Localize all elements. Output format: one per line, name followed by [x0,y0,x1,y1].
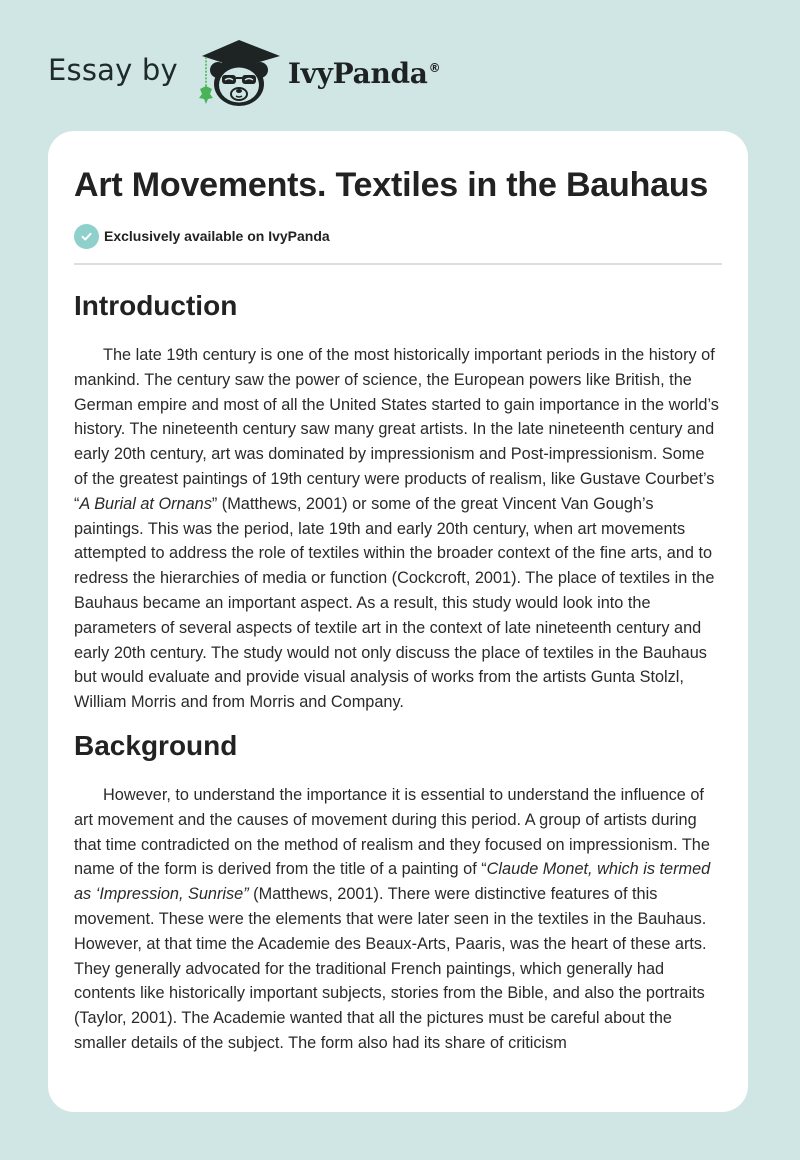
title-divider [74,263,722,265]
italic-title: A Burial at Ornans [79,494,212,513]
paragraph-text: The late 19th century is one of the most historically important periods in the history of mankind. The century saw the power of science, the European powers like British, the German empire and most of all the United States started to gain importance in the world’s history. The nineteenth century saw many great artists. In the late nineteenth century and early 20th century, art was dominated by impressionism and Post-impressionism. Some of the greatest paintings of 19th century were products of realism, like Gustave Courbet’s “ [74,346,719,513]
paragraph-text: (Matthews, 2001). There were distinctive features of this movement. These were the elements that were later seen in the textiles in the Bauhaus. However, at that time the Academie des Beaux-Arts, Paaris, was the heart of these arts. They generally advocated for the traditional French paintings, which generally had contents like historically important subjects, stories from the Bible, and also the portraits (Taylor, 2001). The Academie wanted that all the pictures must be careful about the smaller details of the subject. The form also had its share of criticism [74,885,707,1052]
paragraph [74,783,722,1056]
essay-title: Art Movements. Textiles in the Bauhaus [74,166,709,204]
section-heading: Introduction [74,290,238,321]
panda-graduate-logo-icon [196,36,282,108]
brand-name-text: IvyPanda [287,56,428,90]
brand-name [288,57,440,90]
paragraph [74,343,722,715]
paragraph-text: However, to understand the importance it is essential to understand the influence of art movement and the causes of movement during this period. A group of artists during that time contradicted on the method of realism and they focused on impressionism. The name of the form is derived from the title of a painting of “ [74,785,710,879]
check-circle-icon [74,224,99,249]
essay-card [48,131,748,1112]
section-introduction [74,289,722,715]
section-heading: Background [74,729,238,761]
paragraph-text: ” (Matthews, 2001) or some of the great Vincent Van Gough’s paintings. This was the period, late 19th and early 20th century, when art movements attempted to address the role of textiles within the broader context of the fine arts, and to redress the hierarchies of media or function (Cockcroft, 2001). The place of textiles in the Bauhaus became an important aspect. As a result, this study would look into the parameters of several aspects of textile art in the context of late nineteenth century and early 20th century. The study would not only discuss the place of textiles in the Bauhaus but would evaluate and provide visual analysis of works from the artists Gunta Stolzl, William Morris and from Morris and Company. [74,494,715,712]
site-header-brand[interactable] [48,36,440,108]
badge-text: Exclusively available on IvyPanda [104,228,330,244]
brand-prefix: Essay by [48,53,178,87]
exclusive-badge [74,223,722,249]
registered-mark: ® [428,61,441,76]
italic-title: Claude Monet, which is termed as ‘Impression, Sunrise” [74,860,711,904]
section-background [74,729,722,1056]
